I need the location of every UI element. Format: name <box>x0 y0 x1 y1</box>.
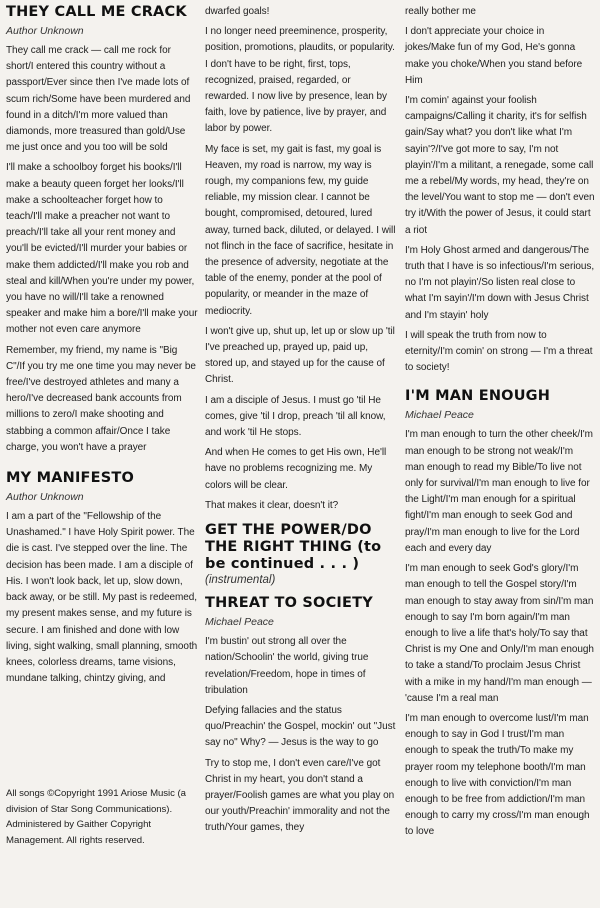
lyric-paragraph: I am a part of the "Fellowship of the Unashamed." I have Holy Spirit power. The die is cast. I've stepped over the line. The decision has been made. I am a disciple of His. I won't look back, let up, slow down, back away, or be still. My past is redeemed, my present makes sense, and my future is secure. I am finished and done with low living, sight walking, small planning, smooth knees, colorless dreams, tame visions, mundane talking, chintzy giving, and <box>6 511 198 685</box>
lyric-paragraph: I'm man enough to overcome lust/I'm man enough to say in God I trust/I'm man enough to speak the truth/To make my prayer room my telephone booth/I'm man enough to live with conviction/I'm man enough to be free from addiction/I'm man enough to carry my cross/I'm man enough to love <box>405 712 590 838</box>
column-3 <box>405 4 595 845</box>
song-title: THREAT TO SOCIETY <box>205 595 373 612</box>
lyric-paragraph: They call me crack — call me rock for short/I entered this country without a passport/Ever since then I've made lots of scum rich/Some have been murdered and found in a ditch/I'm more valued than diamonds, more treasured than gold/Use me just once and you too will be sold <box>6 45 191 154</box>
lyric-paragraph: My face is set, my gait is fast, my goal is Heaven, my road is narrow, my way is rough, my companions few, my guide reliable, my mission clear. I cannot be bought, compromised, detoured, lured away, turned back, diluted, or delayed. I will not flinch in the face of sacrifice, hesitate in the presence of adversity, negotiate at the table of the enemy, ponder at the pool of popularity, or meander in the maze of mediocrity. <box>205 143 396 317</box>
lyric-paragraph: I don't appreciate your choice in jokes/Make fun of my God, He's gonna make you choke/When you stand before Him <box>405 26 583 86</box>
lyric-paragraph: Remember, my friend, my name is "Big C"/If you try me one time you may never be free/I've destroyed athletes and many a hero/I've decreased bank accounts from millions to zero/I make shooting and stabbing a common affair/Once I take charge, you won't have a prayer <box>6 344 196 453</box>
lyric-paragraph: Defying fallacies and the status quo/Preachin' the Gospel, mockin' out "Just say no" Why? — Jesus is the way to go <box>205 704 396 749</box>
song-title: I'M MAN ENOUGH <box>405 388 551 405</box>
song-author: Author Unknown <box>6 25 84 37</box>
lyric-paragraph: Try to stop me, I don't even care/I've got Christ in my heart, you don't stand a prayer/Foolish games are what you play on our youth/Preachin' immorality and not the truth/Your games, they <box>205 757 395 834</box>
song-author: Michael Peace <box>405 409 474 422</box>
lyric-paragraph: I'm comin' against your foolish campaigns/Calling it charity, it's for selfish gain/Say what? you don't like what I'm sayin'?/I've got more to say, I'm not playin'/I'm a militant, a renegade, some call me a rebel/My words, my head, they're on the level/You want to stop me — don't even try it/With the power of Jesus, it could start a riot <box>405 95 595 236</box>
lyric-paragraph: I won't give up, shut up, let up or slow up 'til I've preached up, prayed up, paid up, stored up, and stayed up for the cause of Christ. <box>205 325 395 386</box>
song-author: Michael Peace <box>205 616 274 629</box>
lyric-paragraph: really bother me <box>405 6 476 17</box>
song-title: THEY CALL ME CRACK <box>6 4 187 20</box>
song-title: MY MANIFESTO <box>6 470 135 487</box>
copyright-block <box>6 786 198 852</box>
copyright-notice: All songs ©Copyright 1991 Ariose Music (a division of Star Song Communications). Administered by Gaither Copyright Management. All rights reserved. <box>6 788 186 846</box>
lyric-paragraph: I am a disciple of Jesus. I must go 'til He comes, give 'til I drop, preach 'til all know, and work 'til He stops. <box>205 394 386 439</box>
lyric-paragraph: And when He comes to get His own, He'll have no problems recognizing me. My colors will be clear. <box>205 447 387 491</box>
lyric-paragraph: I'm Holy Ghost armed and dangerous/The truth that I have is so infectious/I'm serious, no I'm not playin'/So listen real close to what I'm sayin'/I'm down with Jesus Christ and I'm stayin' holy <box>405 244 595 321</box>
song-subtitle: (instrumental) <box>205 574 276 587</box>
lyric-paragraph: I'm man enough to seek God's glory/I'm man enough to tell the Gospel story/I'm man enough to stay away from sin/I'm man enough to say I'm born again/I'm man enough to live a life that's holy/To say that Christ is my One and Only/I'm man enough to take a stand/To proclaim Jesus Christ with a mike in my hand/I'm man enough — 'cause I'm a real man <box>405 563 594 704</box>
song-title: GET THE POWER/DO THE RIGHT THING (to be continued . . . ) <box>205 522 382 573</box>
lyric-paragraph: I'm man enough to turn the other cheek/I'm man enough to be strong not weak/I'm man enough to read my Bible/To live not only for survival/I'm man enough to live for the Light/I'm man enough for a spiritual fight/I'm man enough to seek God and pray/I'm man enough to live for the Lord each and every day <box>405 429 593 554</box>
lyric-paragraph: I'm bustin' out strong all over the nation/Schoolin' the world, giving true revelation/Freedom, hope in times of tribulation <box>205 636 369 696</box>
lyric-paragraph: I no longer need preeminence, prosperity, position, promotions, plaudits, or popularity. I don't have to be right, first, tops, recognized, praised, regarded, or rewarded. I now live by presence, lean by faith, love by patience, live by prayer, and labor by power. <box>205 26 395 135</box>
lyric-paragraph: That makes it clear, doesn't it? <box>205 499 339 511</box>
column-1 <box>6 4 198 691</box>
lyric-paragraph: I will speak the truth from now to eternity/I'm comin' on strong — I'm a threat to society! <box>405 329 593 374</box>
song-author: Author Unknown <box>6 491 84 504</box>
lyric-paragraph: I'll make a schoolboy forget his books/I'll make a beauty queen forget her looks/I'll make a schoolteacher forget how to teach/I'll make a preacher not want to preach/I'll take all your rent money and you'll be evicted/I'll murder your babies or make them addicted/I'll make you rob and steal and kill/When you're under my power, you have no will/I'll take a renowned speaker and make him a bore/I'll make your mother not even care anymore <box>6 162 198 336</box>
column-2 <box>205 4 397 841</box>
lyric-paragraph: dwarfed goals! <box>205 6 270 17</box>
